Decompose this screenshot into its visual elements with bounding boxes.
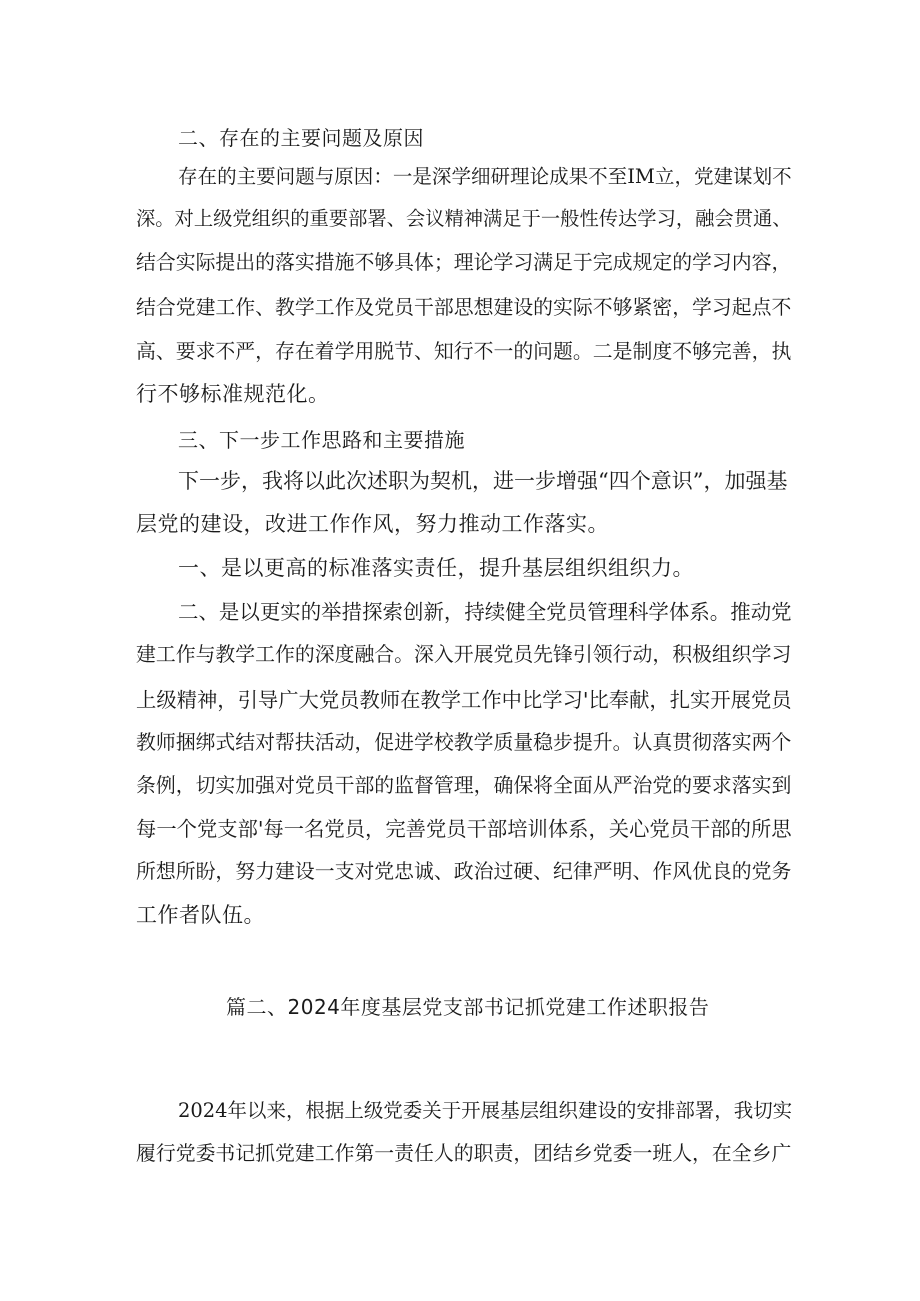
section-2-line-6: 行不够标准规范化。 bbox=[136, 382, 330, 406]
measure-point-2-line-2: 建工作与教学工作的深度融合。深入开展党员先锋引领行动，积极组织学习 bbox=[136, 643, 792, 666]
section-3-intro-line-1: 下一步，我将以此次述职为契机，进一步增强“四个意识”，加强基 bbox=[178, 469, 788, 493]
section-2-line-5: 高、要求不严，存在着学用脱节、知行不一的问题。二是制度不够完善，执 bbox=[136, 340, 792, 363]
section-2-line-2: 深。对上级党组织的重要部署、会议精神满足于一般性传达学习，融会贯通、 bbox=[136, 207, 792, 230]
section-2-line-3: 结合实际提出的落实措施不够具体；理论学习满足于完成规定的学习内容， bbox=[136, 251, 792, 274]
measure-point-2-line-8: 工作者队伍。 bbox=[136, 903, 265, 927]
measure-point-1: 一、是以更高的标准落实责任，提升基层组织组织力。 bbox=[178, 556, 694, 580]
section-2-heading: 二、存在的主要问题及原因 bbox=[178, 126, 424, 150]
measure-point-2-line-1: 二、是以更实的举措探索创新，持续健全党员管理科学体系。推动党 bbox=[178, 600, 792, 624]
article-2-line-2: 履行党委书记抓党建工作第一责任人的职责，团结乡党委一班人，在全乡广 bbox=[136, 1142, 792, 1165]
measure-point-2-line-6: 每一个党支部'每一名党员，完善党员干部培训体系，关心党员干部的所思 bbox=[136, 817, 792, 841]
section-3-intro-line-2: 层党的建设，改进工作作风，努力推动工作落实。 bbox=[136, 512, 609, 536]
measure-point-2-line-5: 条例，切实加强对党员干部的监督管理，确保将全面从严治党的要求落实到 bbox=[136, 774, 792, 797]
article-2-line-1: 2024年以来，根据上级党委关于开展基层组织建设的安排部署，我切实 bbox=[178, 1099, 793, 1122]
section-2-line-1: 存在的主要问题与原因：一是深学细研理论成果不至IM立，党建谋划不 bbox=[178, 165, 792, 188]
measure-point-2-line-7: 所想所盼，努力建设一支对党忠诚、政治过硬、纪律严明、作风优良的党务 bbox=[136, 860, 792, 883]
section-3-heading: 三、下一步工作思路和主要措施 bbox=[178, 428, 465, 452]
section-2-line-4: 结合党建工作、教学工作及党员干部思想建设的实际不够紧密，学习起点不 bbox=[136, 296, 792, 319]
measure-point-2-line-3: 上级精神，引导广大党员教师在教学工作中比学习'比奉献，扎实开展党员 bbox=[136, 688, 792, 712]
article-2-title: 篇二、2024年度基层党支部书记抓党建工作述职报告 bbox=[226, 995, 710, 1019]
measure-point-2-line-4: 教师捆绑式结对帮扶活动，促进学校教学质量稳步提升。认真贯彻落实两个 bbox=[136, 731, 792, 754]
